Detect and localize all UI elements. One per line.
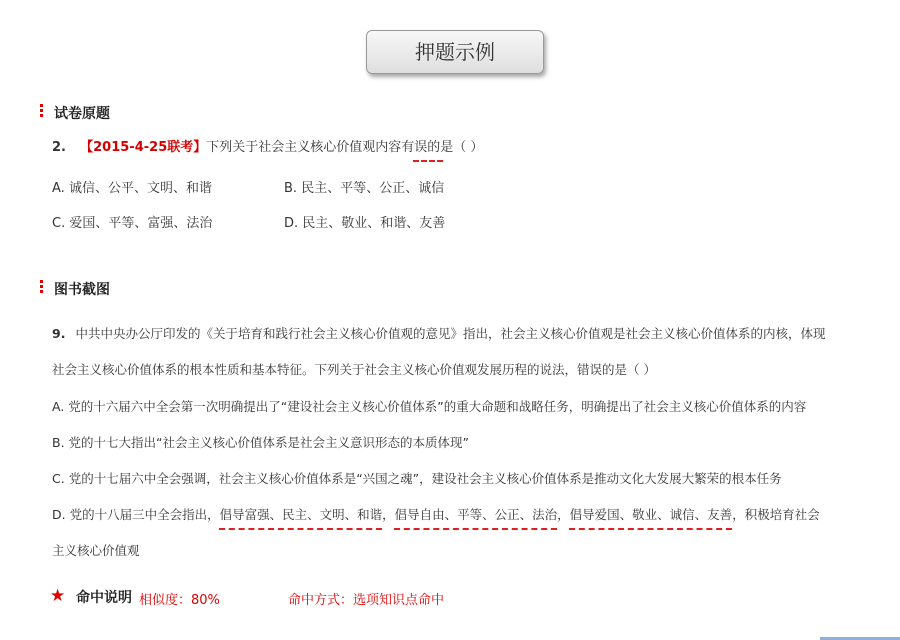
option-text: 党的十七届六中全会强调，社会主义核心价值体系是“兴国之魂”，建设社会主义核心价值体系是推动文化大发展大繁荣的根本任务: [68, 471, 782, 486]
underlined-phrase-1: 倡导富强、民主、文明、和谐: [219, 507, 383, 522]
option-text: 诚信、公平、文明、和谐: [68, 181, 212, 196]
book-question-stem-line1: [52, 324, 825, 342]
option-text: 党的十八届三中全会指出，: [69, 507, 220, 522]
option-text: 爱国、平等、富强、法治: [69, 216, 213, 231]
underlined-phrase-3: 倡导爱国、敬业、诚信、友善: [569, 507, 733, 522]
option-label: D.: [284, 216, 299, 231]
stem-after: 的是（ ）: [427, 140, 484, 155]
bracket-open: 【: [80, 140, 94, 155]
exam-option-b: [284, 177, 444, 196]
option-label: C.: [52, 216, 66, 231]
vertical-dots-icon: [40, 280, 43, 294]
question-number: 2.: [52, 140, 66, 155]
option-text: 党的十六届六中全会第一次明确提出了“建设社会主义核心价值体系”的重大命题和战略任务，明确提出了社会主义核心价值体系的内容: [68, 399, 807, 414]
book-option-d: [52, 505, 820, 523]
bracket-close: 】: [193, 140, 207, 155]
exam-option-a: [52, 177, 212, 196]
section-heading-book: [54, 279, 110, 299]
section-heading-exam: [54, 103, 110, 123]
option-label: B.: [52, 435, 65, 450]
book-question-stem-line2: 社会主义核心价值体系的根本性质和基本特征。下列关于社会主义核心价值观发展历程的说法，错误的是（ ）: [52, 362, 656, 377]
exam-question-stem: [52, 136, 483, 155]
exam-option-c: [52, 212, 212, 231]
option-label: A.: [52, 399, 65, 414]
stem-text: 中共中央办公厅印发的《关于培育和践行社会主义核心价值观的意见》指出，社会主义核心价值观是社会主义核心价值体系的内核，体现: [75, 326, 826, 341]
page-title: 押题示例: [366, 30, 544, 74]
option-label: A.: [52, 181, 65, 196]
hit-method-text: 命中方式：选项知识点命中: [288, 593, 445, 608]
similarity-text: 相似度：80%: [139, 593, 220, 608]
section-heading-text: 试卷原题: [54, 106, 110, 122]
exam-option-d: [284, 212, 445, 231]
question-number: 9.: [52, 326, 66, 341]
book-option-d-line2: 主义核心价值观: [52, 543, 140, 558]
option-label: C.: [52, 471, 65, 486]
option-label: B.: [284, 181, 298, 196]
section-heading-text: 图书截图: [54, 282, 110, 298]
option-text: 民主、敬业、和谐、友善: [302, 216, 446, 231]
book-option-b: [52, 433, 469, 451]
separator: ，: [382, 507, 395, 522]
option-text: 党的十七大指出“社会主义核心价值体系是社会主义意识形态的本质体现”: [68, 435, 469, 450]
option-text-suffix: ，积极培育社会: [732, 507, 820, 522]
star-icon: ★: [50, 586, 66, 606]
hit-label: 命中说明: [76, 590, 132, 606]
stem-before: 下列关于社会主义核心价值观内容: [206, 140, 402, 155]
emphasis-dash-mark: [413, 160, 443, 162]
underlined-phrase-2: 倡导自由、平等、公正、法治: [394, 507, 558, 522]
book-option-a: [52, 397, 806, 415]
stem-emphasis: 有误: [401, 140, 428, 155]
book-option-c: [52, 469, 782, 487]
option-text: 民主、平等、公正、诚信: [301, 181, 445, 196]
option-label: D.: [52, 507, 66, 522]
exam-source: 2015-4-25联考: [93, 140, 194, 155]
separator: ，: [557, 507, 570, 522]
vertical-dots-icon: [40, 104, 43, 118]
